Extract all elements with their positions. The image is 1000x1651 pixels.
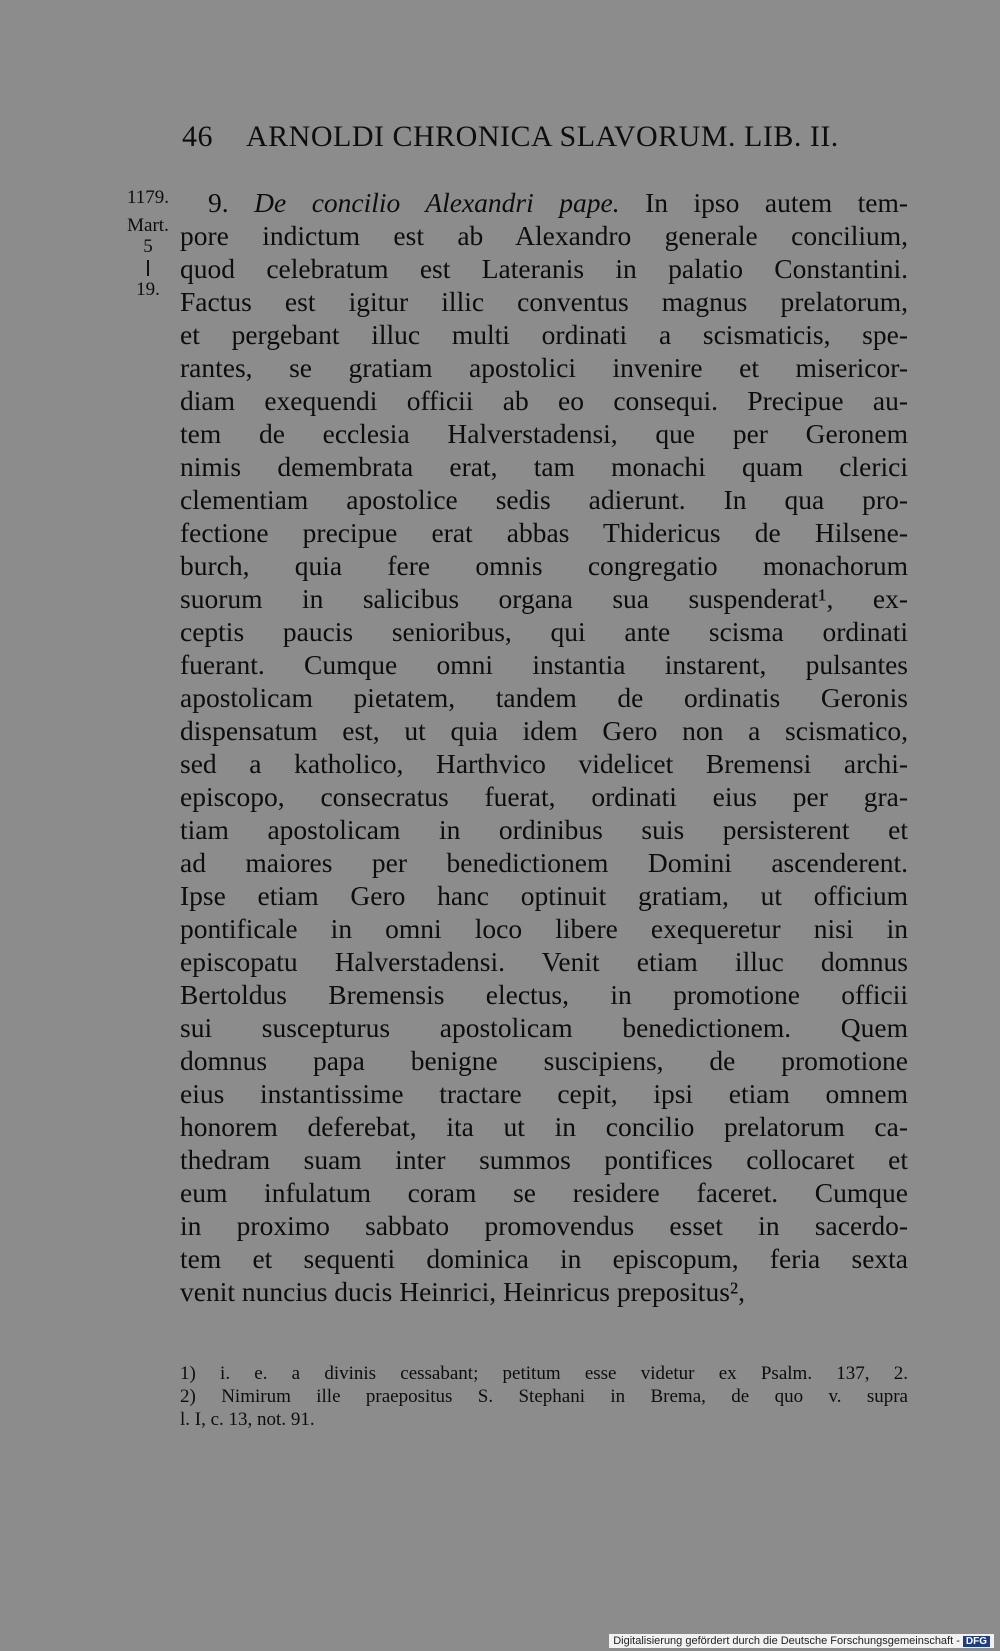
margin-day-end: 19. [136,279,160,300]
text-line: episcopo, consecratus fuerat, ordinati eius per gra- [180,781,908,812]
text-line: burch, quia fere omnis congregatio monachorum [180,550,908,581]
text-line: venit nuncius ducis Heinrici, Heinricus prepositus², [180,1276,746,1307]
running-title: ARNOLDI CHRONICA SLAVORUM. LIB. II. [246,120,839,153]
margin-day-start: 5 [143,236,153,257]
text-line: nimis demembrata erat, tam monachi quam clerici [180,451,908,482]
text-lines [180,219,908,1308]
text-line: clementiam apostolice sedis adierunt. In qua pro- [180,484,908,515]
text-line: tiam apostolicam in ordinibus suis persisterent et [180,814,908,845]
text-line: ad maiores per benedictionem Domini ascenderent. [180,847,908,878]
text-line: eum infulatum coram se residere faceret. Cumque [180,1177,908,1208]
margin-year: 1179. [126,187,170,208]
text-line: fuerant. Cumque omni instantia instarent, pulsantes [180,649,908,680]
text-line: sed a katholico, Harthvico videlicet Bremensi archi- [180,748,908,779]
margin-date-note [118,188,178,301]
text-line: episcopatu Halverstadensi. Venit etiam illuc domnus [180,946,908,977]
text-line: fectione precipue erat abbas Thidericus de Hilsene- [180,517,908,548]
text-line: honorem deferebat, ita ut in concilio prelatorum ca- [180,1111,908,1142]
text-line: tem et sequenti dominica in episcopum, feria sexta [180,1243,908,1274]
main-text [180,186,908,1308]
text-line: Bertoldus Bremensis electus, in promotione officii [180,979,908,1010]
text-line: tem de ecclesia Halverstadensi, que per Geronem [180,418,908,449]
text-line: domnus papa benigne suscipiens, de promotione [180,1045,908,1076]
first-line-rest: In ipso autem tem- [645,187,908,218]
margin-range-bar [147,260,149,276]
page-header [182,120,902,162]
text-line: rantes, se gratiam apostolici invenire et misericor- [180,352,908,383]
text-line: Ipse etiam Gero hanc optinuit gratiam, ut officium [180,880,908,911]
digitization-credit [609,1634,994,1648]
text-line: et pergebant illuc multi ordinati a scismaticis, spe- [180,319,908,350]
text-line: diam exequendi officii ab eo consequi. Precipue au- [180,385,908,416]
page-number: 46 [182,120,213,153]
text-line: apostolicam pietatem, tandem de ordinatis Geronis [180,682,908,713]
text-line: thedram suam inter summos pontifices collocaret et [180,1144,908,1175]
text-line: quod celebratum est Lateranis in palatio Constantini. [180,253,908,284]
text-line: in proximo sabbato promovendus esset in sacerdo- [180,1210,908,1241]
text-line: sui suscepturus apostolicam benedictionem. Quem [180,1012,908,1043]
text-line [180,186,908,219]
text-line: Factus est igitur illic conventus magnus prelatorum, [180,286,908,317]
text-line: ceptis paucis senioribus, qui ante scisma ordinati [180,616,908,647]
margin-month: Mart. [127,215,169,236]
footnote-line: l. I, c. 13, not. 91. [180,1409,315,1430]
text-line: dispensatum est, ut quia idem Gero non a scismatico, [180,715,908,746]
dfg-logo: DFG [963,1636,990,1647]
footnotes [180,1362,908,1431]
text-line: suorum in salicibus organa sua suspenderat¹, ex- [180,583,908,614]
text-line: pore indictum est ab Alexandro generale concilium, [180,220,908,251]
text-line: pontificale in omni loco libere exequeretur nisi in [180,913,908,944]
footnote-line: 2) Nimirum ille praepositus S. Stephani in Brema, de quo v. supra [180,1386,908,1407]
section-number: 9. [208,187,229,218]
footnote-line: 1) i. e. a divinis cessabant; petitum esse videtur ex Psalm. 137, 2. [180,1363,908,1384]
credit-text: Digitalisierung gefördert durch die Deutsche Forschungsgemeinschaft - [613,1635,960,1647]
text-line: eius instantissime tractare cepit, ipsi etiam omnem [180,1078,908,1109]
section-title: De concilio Alexandri pape. [254,187,620,218]
